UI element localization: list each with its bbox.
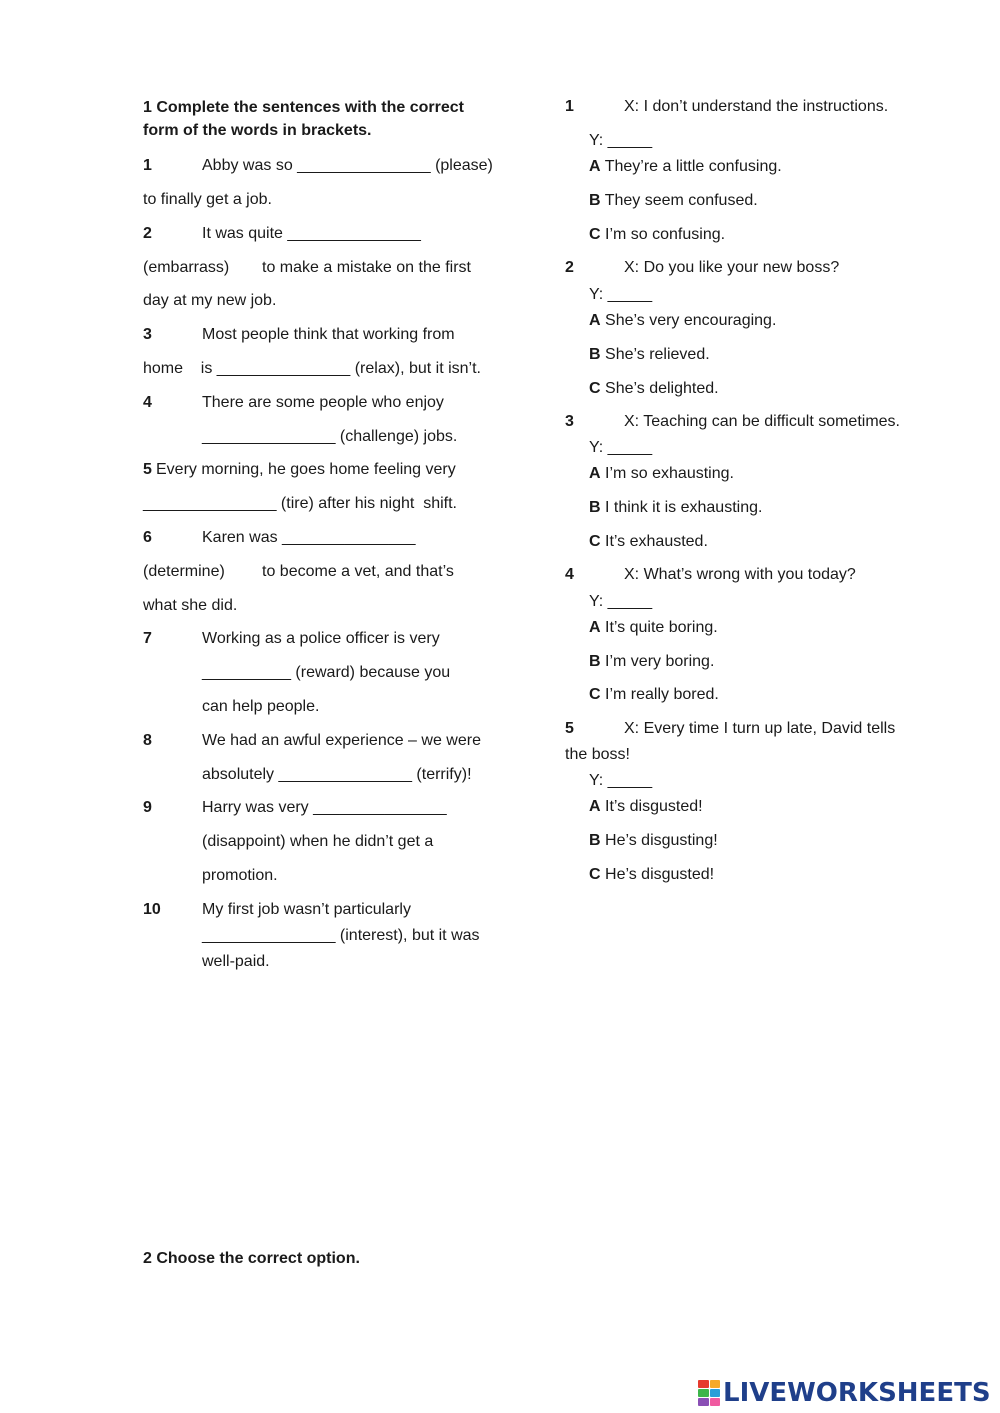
option-letter: B [589, 346, 601, 363]
ex1-item-text: absolutely _______________ (terrify)! [202, 766, 472, 783]
ex1-item-text: Harry was very _______________ [202, 799, 447, 816]
option-text: I think it is exhausting. [605, 499, 763, 516]
option-text: He’s disgusting! [605, 832, 718, 849]
ex1-item-text: can help people. [202, 698, 320, 715]
ex1-item-text: to make a mistake on the first [262, 259, 471, 276]
ex1-item-number: 7 [143, 630, 152, 647]
ex2-item-number: 1 [565, 98, 574, 115]
exercise2-heading: 2 Choose the correct option. [143, 1250, 360, 1267]
option-text: It’s disgusted! [605, 798, 703, 815]
ex2-prompt: X: Every time I turn up late, David tells [624, 720, 896, 737]
option-letter: A [589, 798, 601, 815]
option-letter: C [589, 380, 601, 397]
ex2-item-number: 5 [565, 720, 574, 737]
option-letter: C [589, 686, 601, 703]
option-letter: A [589, 312, 601, 329]
ex1-item-number: 2 [143, 225, 152, 242]
option-text: I’m very boring. [605, 653, 715, 670]
option-text: He’s disgusted! [605, 866, 715, 883]
ex1-item-number: 1 [143, 157, 152, 174]
ex1-item-text: well-paid. [202, 953, 270, 970]
ex1-item-text: Every morning, he goes home feeling very [156, 461, 456, 478]
ex2-option[interactable] [589, 345, 710, 365]
ex2-prompt: X: What’s wrong with you today? [624, 566, 856, 583]
ex1-item-text: _______________ (challenge) jobs. [202, 428, 458, 445]
ex2-item-number: 4 [565, 566, 574, 583]
ex2-item-number: 3 [565, 413, 574, 430]
option-text: She’s relieved. [605, 346, 710, 363]
ex2-option[interactable] [589, 225, 725, 245]
ex1-item-text: what she did. [143, 597, 238, 614]
ex2-prompt: X: I don’t understand the instructions. [624, 98, 889, 115]
ex2-option[interactable] [589, 865, 714, 885]
option-text: I’m so exhausting. [605, 465, 734, 482]
logo-badge-cell [710, 1389, 721, 1397]
ex2-answer-blank[interactable]: Y: _____ [589, 132, 653, 149]
option-text: They seem confused. [604, 192, 758, 209]
ex1-item-number: 8 [143, 732, 152, 749]
ex2-option[interactable] [589, 618, 718, 638]
ex2-option[interactable] [589, 311, 776, 331]
option-letter: B [589, 499, 601, 516]
option-letter: A [589, 465, 601, 482]
ex1-item-number: 6 [143, 529, 152, 546]
ex2-option[interactable] [589, 157, 782, 177]
ex2-option[interactable] [589, 464, 734, 484]
option-letter: B [589, 653, 601, 670]
ex2-option[interactable] [589, 498, 762, 518]
ex2-option[interactable] [589, 831, 718, 851]
ex1-item-text: It was quite _______________ [202, 225, 421, 242]
option-text: It’s exhausted. [605, 533, 708, 550]
option-letter: B [589, 832, 601, 849]
logo-badge-cell [710, 1398, 721, 1406]
ex1-item-text: (embarrass) [143, 259, 230, 276]
option-letter: A [589, 158, 601, 175]
ex1-item-text: We had an awful experience – we were [202, 732, 481, 749]
logo-badge-cell [698, 1380, 709, 1388]
ex2-prompt: X: Do you like your new boss? [624, 259, 840, 276]
ex2-answer-blank[interactable]: Y: _____ [589, 439, 653, 456]
ex1-item-text: to finally get a job. [143, 191, 272, 208]
ex2-prompt: X: Teaching can be difficult sometimes. [624, 413, 900, 430]
ex1-item-text: (disappoint) when he didn’t get a [202, 833, 434, 850]
ex1-item-text: day at my new job. [143, 292, 277, 309]
ex1-item-number: 4 [143, 394, 152, 411]
ex1-item-text: There are some people who enjoy [202, 394, 444, 411]
option-text: It’s quite boring. [605, 619, 718, 636]
ex1-item-number: 3 [143, 326, 152, 343]
ex2-prompt-continued: the boss! [565, 746, 630, 763]
ex2-option[interactable] [589, 652, 714, 672]
ex1-item-text: promotion. [202, 867, 278, 884]
logo-badge-cell [698, 1389, 709, 1397]
ex1-item-number: 9 [143, 799, 152, 816]
option-text: She’s very encouraging. [605, 312, 777, 329]
option-text: They’re a little confusing. [604, 158, 782, 175]
ex1-item-text: Most people think that working from [202, 326, 455, 343]
ex1-item-text: Working as a police officer is very [202, 630, 440, 647]
ex1-item-number: 5 [143, 461, 152, 478]
ex1-item-text: (determine) [143, 563, 225, 580]
logo-badge-cell [698, 1398, 709, 1406]
ex2-answer-blank[interactable]: Y: _____ [589, 593, 653, 610]
ex1-item-text: __________ (reward) because you [202, 664, 451, 681]
ex1-item-text: My first job wasn’t particularly [202, 901, 411, 918]
option-letter: C [589, 226, 601, 243]
exercise1-heading-line1: 1 Complete the sentences with the correct [143, 99, 464, 116]
option-letter: B [589, 192, 601, 209]
ex2-answer-blank[interactable]: Y: _____ [589, 286, 653, 303]
option-text: She’s delighted. [605, 380, 719, 397]
exercise1-heading [143, 96, 464, 142]
ex1-item-number: 10 [143, 901, 161, 918]
logo-text: LIVEWORKSHEETS [723, 1378, 991, 1408]
logo-badge-cell [710, 1380, 721, 1388]
option-letter: C [589, 866, 601, 883]
ex2-item-number: 2 [565, 259, 574, 276]
logo-badge-icon [698, 1380, 720, 1406]
ex1-item-text: Karen was _______________ [202, 529, 416, 546]
ex2-option[interactable] [589, 685, 719, 705]
ex1-item-text: to become a vet, and that’s [262, 563, 454, 580]
ex1-item-text: home is _______________ (relax), but it isn’t. [143, 360, 481, 377]
option-text: I’m really bored. [605, 686, 719, 703]
ex2-option[interactable] [589, 532, 708, 552]
ex1-item-text: _______________ (interest), but it was [202, 927, 480, 944]
ex2-option[interactable] [589, 191, 758, 211]
option-letter: A [589, 619, 601, 636]
ex1-item-text: Abby was so _______________ (please) [202, 157, 493, 174]
liveworksheets-logo [698, 1378, 991, 1408]
ex2-answer-blank[interactable]: Y: _____ [589, 772, 653, 789]
option-text: I’m so confusing. [605, 226, 726, 243]
ex2-option[interactable] [589, 797, 703, 817]
option-letter: C [589, 533, 601, 550]
ex2-option[interactable] [589, 379, 719, 399]
exercise1-heading-line2: form of the words in brackets. [143, 122, 372, 139]
ex1-item-text: _______________ (tire) after his night shift. [143, 495, 457, 512]
